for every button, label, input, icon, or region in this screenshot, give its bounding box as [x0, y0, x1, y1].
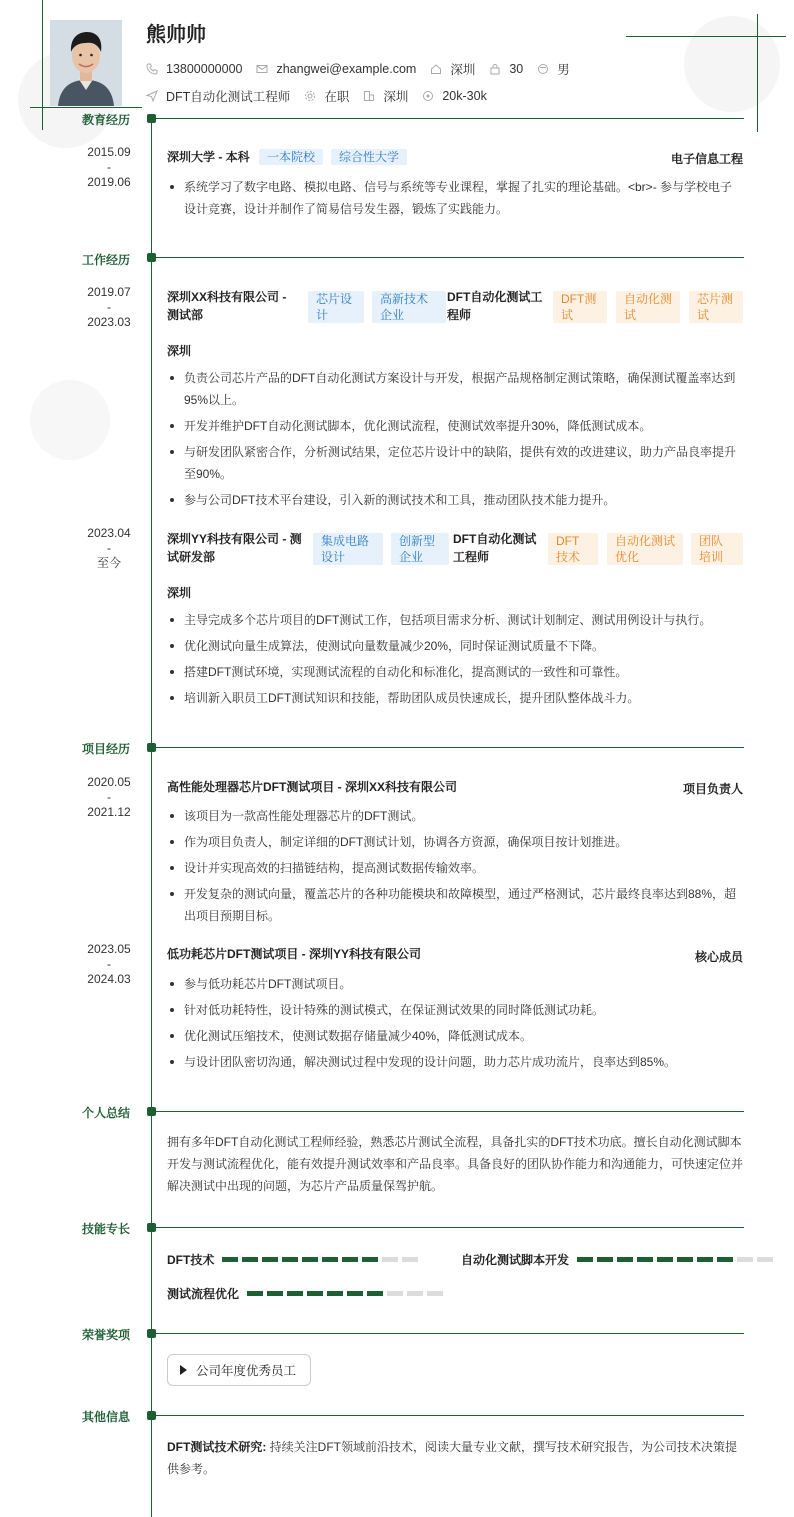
- major: 电子信息工程: [670, 152, 743, 166]
- tag-line: 自动化测: [624, 292, 673, 306]
- age-icon: [489, 63, 501, 75]
- project-title: 低功耗芯片DFT测试项目 - 深圳YY科技有限公司: [167, 947, 421, 961]
- section-dot-honors: [147, 1329, 156, 1338]
- work-date: [80, 526, 138, 571]
- list-item: 搭建DFT测试环境，实现测试流程的自动化和标准化，提高测试的一致性和可靠性。: [167, 661, 744, 683]
- tag-line: 计: [316, 308, 329, 322]
- project-role: 项目负责人: [682, 782, 743, 796]
- date-end: 2021.12: [87, 805, 131, 819]
- job-role: [453, 530, 545, 566]
- school-tag: 一本院校: [259, 149, 323, 165]
- project-bullets: [167, 973, 744, 1077]
- target-city-text: 深圳: [383, 90, 409, 104]
- skill-segment-filled: [677, 1257, 693, 1262]
- list-item: 开发复杂的测试向量，覆盖芯片的各种功能模块和故障模型，通过严格测试，芯片最终良率达到88%，超出项目预期目标。: [167, 883, 744, 927]
- tag-line: 芯片设: [316, 292, 353, 306]
- tag-line: DFT测: [561, 292, 597, 306]
- tag-line: 集成电路: [321, 534, 370, 548]
- deco-circle-mid: [30, 380, 110, 460]
- send-icon: [146, 90, 158, 102]
- phone-icon: [146, 63, 158, 75]
- list-item: 设计并实现高效的扫描链结构，提高测试数据传输效率。: [167, 857, 744, 879]
- skill-segment-filled: [697, 1257, 713, 1262]
- skill-tag: [616, 291, 680, 323]
- skill-segment-filled: [657, 1257, 673, 1262]
- job-title-text: DFT自动化测试工程师: [166, 90, 291, 104]
- tag-line: 试: [561, 308, 574, 322]
- work-city: 深圳: [167, 344, 192, 358]
- date-separator: -: [107, 541, 111, 555]
- list-item: 优化测试压缩技术，使测试数据存储量减少40%，降低测试成本。: [167, 1025, 744, 1047]
- job-role-line: DFT自动化测试: [453, 532, 537, 546]
- status-item: [304, 87, 349, 105]
- skill-item: [167, 1285, 447, 1302]
- company-name-line: 试研发部: [167, 550, 216, 564]
- tag-line: 企业: [380, 308, 405, 322]
- list-item: 针对低功耗特性，设计特殊的测试模式，在保证测试效果的同时降低测试功耗。: [167, 999, 744, 1021]
- list-item: 该项目为一款高性能处理器芯片的DFT测试。: [167, 805, 744, 827]
- skill-segment-filled: [242, 1257, 258, 1262]
- section-dot-other: [147, 1411, 156, 1420]
- section-title-skills: 技能专长: [82, 1222, 131, 1236]
- date-start: 2020.05: [87, 775, 131, 789]
- section-rule-other: [156, 1415, 744, 1416]
- date-separator: -: [107, 957, 111, 971]
- project-date: [80, 775, 138, 820]
- section-rule-education: [156, 118, 744, 119]
- tag-line: DFT: [556, 534, 580, 548]
- education-date: [80, 145, 138, 190]
- section-title-projects: 项目经历: [82, 742, 131, 756]
- deco-line-v-right: [757, 14, 758, 132]
- skill-item: [461, 1251, 777, 1268]
- tag-line: 芯片测: [697, 292, 734, 306]
- gear-icon: [304, 90, 316, 102]
- section-rule-summary: [156, 1111, 744, 1112]
- list-item: 优化测试向量生成算法，使测试向量数量减少20%，同时保证测试质量不下降。: [167, 635, 744, 657]
- skill-tag: [553, 291, 607, 323]
- email-item: [256, 62, 416, 76]
- candidate-name: 熊帅帅: [146, 24, 206, 46]
- tag-line: 技术: [556, 550, 581, 564]
- skill-segment-empty: [402, 1257, 418, 1262]
- industry-tag: [308, 291, 364, 323]
- project-role: 核心成员: [694, 950, 743, 964]
- tag-line: 高新技术: [380, 292, 429, 306]
- phone-text: 13800000000: [166, 62, 243, 76]
- avatar-portrait-icon: [50, 20, 122, 106]
- company-name-line: 测试部: [167, 308, 204, 322]
- tag-line: 优化: [615, 550, 640, 564]
- skill-name: 测试流程优化: [167, 1287, 240, 1301]
- company-name: [167, 530, 309, 566]
- section-dot-education: [147, 114, 156, 123]
- gender-icon: [537, 63, 549, 75]
- skill-segment-filled: [367, 1291, 383, 1296]
- skill-segment-empty: [757, 1257, 773, 1262]
- skill-segment-filled: [327, 1291, 343, 1296]
- company-name-line: 深圳YY科技有限公司 - 测: [167, 532, 302, 546]
- list-item: 培训新入职员工DFT测试知识和技能，帮助团队成员快速成长，提升团队整体战斗力。: [167, 687, 744, 709]
- company-name: [167, 288, 302, 324]
- work-bullets: [167, 367, 744, 515]
- tag-line: 试: [697, 308, 710, 322]
- tag-line: 培训: [699, 550, 724, 564]
- section-rule-honors: [156, 1333, 744, 1334]
- date-end: 2019.06: [87, 175, 131, 189]
- job-intent-row: [146, 87, 501, 105]
- date-separator: -: [107, 160, 111, 174]
- tag-line: 创新型: [399, 534, 436, 548]
- summary-text: 拥有多年DFT自动化测试工程师经验，熟悉芯片测试全流程，具备扎实的DFT技术功底。擅长自动化测试脚本开发与测试流程优化，能有效提升测试效率和产品良率。具备良好的团队协作能力和沟通能力，可快速定位并解决测试中出现的问题，为芯片产品质量保驾护航。: [167, 1135, 744, 1193]
- target-city-item: [363, 87, 408, 105]
- play-triangle-icon: [180, 1365, 187, 1375]
- skill-level-bar: [247, 1291, 447, 1296]
- project-date: [80, 942, 138, 987]
- skill-tag: [548, 533, 598, 565]
- skill-name: DFT技术: [167, 1253, 215, 1267]
- project-title: 高性能处理器芯片DFT测试项目 - 深圳XX科技有限公司: [167, 780, 457, 794]
- industry-tag: [372, 291, 446, 323]
- other-info: [167, 1436, 744, 1480]
- date-start: 2023.05: [87, 942, 131, 956]
- tag-line: 自动化测试: [615, 534, 676, 548]
- email-text: zhangwei@example.com: [276, 62, 417, 76]
- date-end: 2023.03: [87, 315, 131, 329]
- skill-level-bar: [577, 1257, 777, 1262]
- job-role: [447, 288, 549, 324]
- school-tag: 综合性大学: [331, 149, 407, 165]
- skill-segment-filled: [267, 1291, 283, 1296]
- tag-line: 试: [624, 308, 637, 322]
- timeline-line: [151, 118, 152, 1517]
- skill-segment-filled: [307, 1291, 323, 1296]
- other-info-label: DFT测试技术研究:: [167, 1440, 267, 1454]
- avatar: [50, 20, 122, 106]
- section-dot-skills: [147, 1223, 156, 1232]
- gender-item: [537, 60, 570, 78]
- skill-segment-filled: [717, 1257, 733, 1262]
- list-item: 作为项目负责人，制定详细的DFT测试计划，协调各方资源，确保项目按计划推进。: [167, 831, 744, 853]
- skill-segment-empty: [407, 1291, 423, 1296]
- company-name-line: 深圳XX科技有限公司 -: [167, 290, 287, 304]
- work-bullets: [167, 609, 744, 713]
- skill-segment-filled: [282, 1257, 298, 1262]
- work-date: [80, 285, 138, 330]
- tag-line: 团队: [699, 534, 724, 548]
- skill-segment-filled: [597, 1257, 613, 1262]
- location-text: 深圳: [450, 63, 476, 77]
- mail-icon: [256, 63, 268, 75]
- list-item: 参与低功耗芯片DFT测试项目。: [167, 973, 744, 995]
- skill-segment-filled: [262, 1257, 278, 1262]
- job-role-line: 程师: [447, 308, 472, 322]
- section-dot-work: [147, 253, 156, 262]
- date-end: 至今: [96, 556, 121, 570]
- honor-label: 公司年度优秀员工: [196, 1364, 297, 1378]
- date-separator: -: [107, 790, 111, 804]
- contact-row: [146, 60, 584, 78]
- skill-item: [167, 1251, 422, 1268]
- section-dot-projects: [147, 743, 156, 752]
- skill-name: 自动化测试脚本开发: [461, 1253, 570, 1267]
- skill-segment-filled: [287, 1291, 303, 1296]
- skill-segment-empty: [737, 1257, 753, 1262]
- skill-segment-filled: [617, 1257, 633, 1262]
- date-start: 2023.04: [87, 526, 131, 540]
- job-role-line: DFT自动化测试工: [447, 290, 543, 304]
- salary-text: 20k-30k: [442, 89, 487, 103]
- skill-segment-filled: [362, 1257, 378, 1262]
- deco-line-h-left: [30, 107, 142, 108]
- list-item: 与设计团队密切沟通，解决测试过程中发现的设计问题，助力芯片成功流片，良率达到85%。: [167, 1051, 744, 1073]
- section-title-education: 教育经历: [82, 113, 131, 127]
- date-end: 2024.03: [87, 972, 131, 986]
- date-separator: -: [107, 300, 111, 314]
- gender-text: 男: [557, 63, 570, 77]
- date-start: 2015.09: [87, 145, 131, 159]
- section-dot-summary: [147, 1107, 156, 1116]
- honor-item[interactable]: [167, 1354, 311, 1386]
- phone-item: [146, 62, 242, 76]
- coin-icon: [422, 90, 434, 102]
- skill-segment-filled: [302, 1257, 318, 1262]
- skill-segment-filled: [222, 1257, 238, 1262]
- home-icon: [430, 63, 442, 75]
- skill-segment-filled: [322, 1257, 338, 1262]
- section-title-summary: 个人总结: [82, 1106, 131, 1120]
- job-role-line: 工程师: [453, 550, 490, 564]
- work-city: 深圳: [167, 586, 192, 600]
- skill-segment-filled: [247, 1291, 263, 1296]
- school-name: 深圳大学 - 本科: [167, 150, 250, 164]
- section-title-other: 其他信息: [82, 1410, 131, 1424]
- building-icon: [363, 90, 375, 102]
- deco-circle-right: [684, 16, 780, 112]
- skill-segment-filled: [577, 1257, 593, 1262]
- section-rule-skills: [156, 1227, 744, 1228]
- age-text: 30: [509, 62, 524, 76]
- list-item: 参与公司DFT技术平台建设，引入新的测试技术和工具，推动团队技术能力提升。: [167, 489, 744, 511]
- date-start: 2019.07: [87, 285, 131, 299]
- list-item: 与研发团队紧密合作，分析测试结果，定位芯片设计中的缺陷，提供有效的改进建议，助力产品良率提升至90%。: [167, 441, 744, 485]
- deco-line-h-right: [626, 36, 786, 37]
- age-item: [489, 62, 523, 76]
- skill-tag: [691, 533, 743, 565]
- industry-tag: [391, 533, 449, 565]
- skill-tag: [607, 533, 683, 565]
- salary-item: [422, 89, 486, 103]
- skill-segment-empty: [387, 1291, 403, 1296]
- deco-line-v-left: [42, 0, 43, 130]
- list-item: 开发并维护DFT自动化测试脚本，优化测试流程，使测试效率提升30%，降低测试成本。: [167, 415, 744, 437]
- tag-line: 设计: [321, 550, 346, 564]
- list-item: 主导完成多个芯片项目的DFT测试工作，包括项目需求分析、测试计划制定、测试用例设计与执行。: [167, 609, 744, 631]
- list-item: 系统学习了数字电路、模拟电路、信号与系统等专业课程，掌握了扎实的理论基础。<br>- 参与学校电子设计竞赛，设计并制作了简易信号发生器，锻炼了实践能力。: [167, 176, 744, 220]
- location-item: [430, 60, 475, 78]
- section-rule-projects: [156, 747, 744, 748]
- section-rule-work: [156, 257, 744, 258]
- project-bullets: [167, 805, 744, 931]
- section-title-honors: 荣誉奖项: [82, 1328, 131, 1342]
- skill-segment-filled: [637, 1257, 653, 1262]
- education-bullets: [167, 176, 744, 224]
- other-info-text: 持续关注DFT领域前沿技术，阅读大量专业文献，撰写技术研究报告，为公司技术决策提供参考。: [167, 1440, 738, 1476]
- skill-segment-empty: [427, 1291, 443, 1296]
- skill-segment-empty: [382, 1257, 398, 1262]
- status-text: 在职: [324, 90, 350, 104]
- list-item: 负责公司芯片产品的DFT自动化测试方案设计与开发，根据产品规格制定测试策略，确保测试覆盖率达到95%以上。: [167, 367, 744, 411]
- skill-segment-filled: [347, 1291, 363, 1296]
- skill-segment-filled: [342, 1257, 358, 1262]
- skill-level-bar: [222, 1257, 422, 1262]
- industry-tag: [313, 533, 383, 565]
- section-title-work: 工作经历: [82, 253, 131, 267]
- tag-line: 企业: [399, 550, 424, 564]
- job-title-item: [146, 87, 290, 105]
- skill-tag: [689, 291, 743, 323]
